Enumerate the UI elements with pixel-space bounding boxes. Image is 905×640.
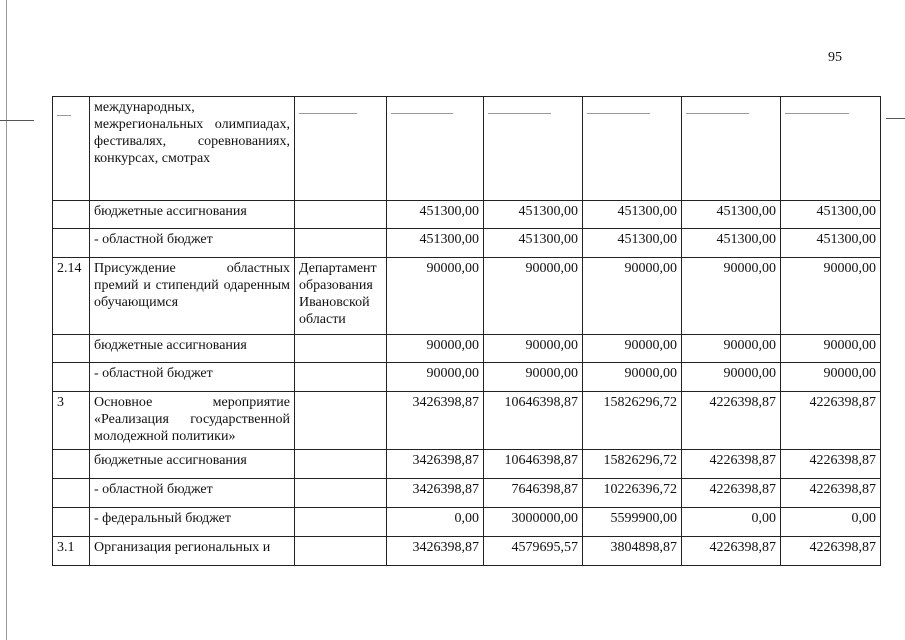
value-cell: 451300,00 xyxy=(781,229,881,258)
row-number-cell xyxy=(53,363,90,392)
row-responsible-cell xyxy=(295,450,387,479)
value-cell: 7646398,87 xyxy=(484,479,583,508)
value-cell xyxy=(387,97,484,201)
value-cell: 90000,00 xyxy=(682,335,781,363)
row-number-cell: 2.14 xyxy=(53,258,90,335)
pencil-mark xyxy=(785,113,849,114)
value-cell: 90000,00 xyxy=(583,335,682,363)
row-responsible-cell xyxy=(295,201,387,229)
value-cell: 15826296,72 xyxy=(583,450,682,479)
table-row xyxy=(53,363,881,392)
value-cell: 4226398,87 xyxy=(781,450,881,479)
row-name-cell: Организация региональных и xyxy=(90,537,295,566)
row-name-cell: международных, межрегиональных олимпиадах, фестивалях, соревнованиях, конкурсах, смотрах xyxy=(90,97,295,201)
pencil-mark xyxy=(686,113,749,114)
row-responsible-cell xyxy=(295,363,387,392)
table-row xyxy=(53,335,881,363)
row-name-cell: бюджетные ассигнования xyxy=(90,201,295,229)
value-cell: 4226398,87 xyxy=(682,392,781,450)
row-responsible-cell xyxy=(295,537,387,566)
row-name-cell: бюджетные ассигнования xyxy=(90,450,295,479)
pencil-mark xyxy=(488,113,551,114)
value-cell: 0,00 xyxy=(781,508,881,537)
value-cell: 451300,00 xyxy=(387,201,484,229)
value-cell: 10226396,72 xyxy=(583,479,682,508)
value-cell: 90000,00 xyxy=(484,258,583,335)
value-cell: 3426398,87 xyxy=(387,450,484,479)
value-cell: 3426398,87 xyxy=(387,392,484,450)
row-responsible-cell xyxy=(295,392,387,450)
value-cell: 4226398,87 xyxy=(682,450,781,479)
row-name-cell: бюджетные ассигнования xyxy=(90,335,295,363)
value-cell: 4226398,87 xyxy=(781,479,881,508)
value-cell: 4226398,87 xyxy=(682,537,781,566)
value-cell: 451300,00 xyxy=(781,201,881,229)
table-row xyxy=(53,508,881,537)
value-cell: 0,00 xyxy=(387,508,484,537)
value-cell: 90000,00 xyxy=(682,363,781,392)
value-cell: 90000,00 xyxy=(583,363,682,392)
value-cell: 451300,00 xyxy=(387,229,484,258)
value-cell: 90000,00 xyxy=(484,335,583,363)
value-cell: 90000,00 xyxy=(583,258,682,335)
value-cell: 4226398,87 xyxy=(781,537,881,566)
row-responsible-cell xyxy=(295,97,387,201)
row-number-cell xyxy=(53,450,90,479)
table-row xyxy=(53,258,881,335)
value-cell: 90000,00 xyxy=(387,335,484,363)
budget-table xyxy=(52,96,881,566)
scan-margin-line xyxy=(6,0,7,640)
row-number-cell xyxy=(53,201,90,229)
table-row xyxy=(53,229,881,258)
scan-margin-tick-left xyxy=(0,120,34,121)
row-responsible-cell xyxy=(295,335,387,363)
row-number-cell: 3.1 xyxy=(53,537,90,566)
value-cell: 4226398,87 xyxy=(781,392,881,450)
value-cell: 90000,00 xyxy=(682,258,781,335)
value-cell: 451300,00 xyxy=(484,229,583,258)
row-number-cell xyxy=(53,479,90,508)
scan-margin-tick-right xyxy=(886,118,905,119)
row-name-cell: - областной бюджет xyxy=(90,363,295,392)
value-cell: 90000,00 xyxy=(387,258,484,335)
value-cell: 451300,00 xyxy=(682,229,781,258)
value-cell: 10646398,87 xyxy=(484,392,583,450)
value-cell: 90000,00 xyxy=(781,335,881,363)
value-cell: 451300,00 xyxy=(484,201,583,229)
pencil-mark xyxy=(299,113,357,114)
value-cell xyxy=(682,97,781,201)
value-cell: 15826296,72 xyxy=(583,392,682,450)
row-responsible-cell xyxy=(295,479,387,508)
row-name-cell: - федеральный бюджет xyxy=(90,508,295,537)
row-number-cell xyxy=(53,508,90,537)
table-row xyxy=(53,537,881,566)
value-cell: 4579695,57 xyxy=(484,537,583,566)
value-cell: 3426398,87 xyxy=(387,537,484,566)
row-name-cell: Присуждение областных премий и стипендий одаренным обучающимся xyxy=(90,258,295,335)
value-cell xyxy=(781,97,881,201)
value-cell: 0,00 xyxy=(682,508,781,537)
value-cell xyxy=(484,97,583,201)
table-row xyxy=(53,201,881,229)
value-cell: 5599900,00 xyxy=(583,508,682,537)
pencil-mark xyxy=(587,113,650,114)
row-responsible-cell xyxy=(295,229,387,258)
pencil-mark xyxy=(391,113,453,114)
table-row xyxy=(53,479,881,508)
table-row xyxy=(53,97,881,201)
row-responsible-cell: Департамент образования Ивановской области xyxy=(295,258,387,335)
value-cell: 451300,00 xyxy=(583,201,682,229)
value-cell: 3804898,87 xyxy=(583,537,682,566)
value-cell: 10646398,87 xyxy=(484,450,583,479)
page-number: 95 xyxy=(828,50,842,65)
row-name-cell: - областной бюджет xyxy=(90,479,295,508)
value-cell: 451300,00 xyxy=(682,201,781,229)
row-name-cell: - областной бюджет xyxy=(90,229,295,258)
value-cell: 451300,00 xyxy=(583,229,682,258)
value-cell: 4226398,87 xyxy=(682,479,781,508)
table-row xyxy=(53,450,881,479)
value-cell xyxy=(583,97,682,201)
value-cell: 90000,00 xyxy=(484,363,583,392)
table-row xyxy=(53,392,881,450)
row-name-cell: Основное мероприятие «Реализация государственной молодежной политики» xyxy=(90,392,295,450)
row-responsible-cell xyxy=(295,508,387,537)
value-cell: 90000,00 xyxy=(387,363,484,392)
row-number-cell xyxy=(53,229,90,258)
row-number-cell: 3 xyxy=(53,392,90,450)
row-number-cell xyxy=(53,97,90,201)
value-cell: 3426398,87 xyxy=(387,479,484,508)
pencil-mark xyxy=(57,115,71,116)
row-number-cell xyxy=(53,335,90,363)
value-cell: 90000,00 xyxy=(781,258,881,335)
value-cell: 3000000,00 xyxy=(484,508,583,537)
value-cell: 90000,00 xyxy=(781,363,881,392)
